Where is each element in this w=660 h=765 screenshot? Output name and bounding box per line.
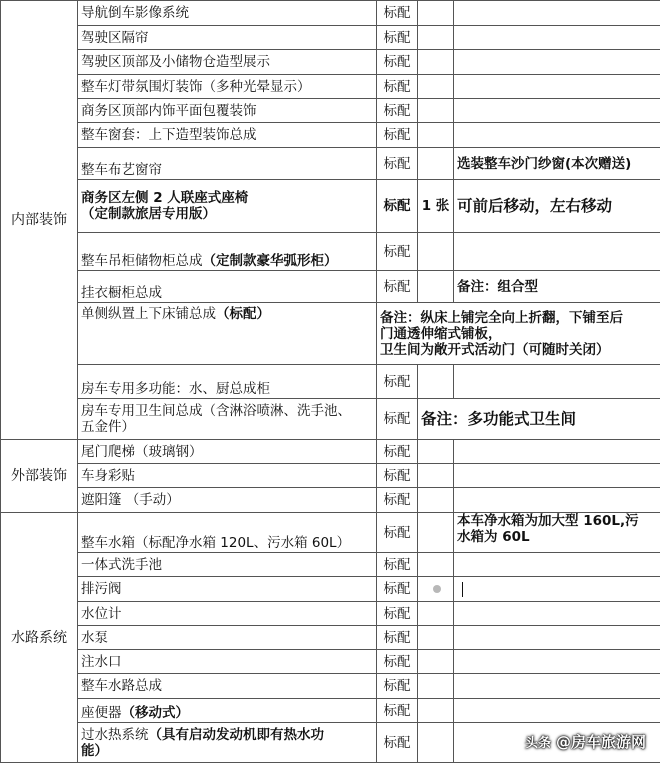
qty-cell — [418, 440, 454, 464]
table-row — [1, 626, 660, 650]
item-cell: 水泵 — [78, 626, 377, 650]
item-cell: 一体式洗手池 — [78, 553, 377, 577]
standard-cell: 标配 — [377, 440, 418, 464]
table-row — [1, 75, 660, 99]
qty-cell — [418, 699, 454, 723]
note-cell: 备注：多功能式卫生间 — [418, 399, 660, 440]
qty-cell — [418, 148, 454, 180]
standard-cell: 标配 — [377, 553, 418, 577]
watermark-handle: @房车旅游网 — [555, 733, 646, 751]
item-cell: 尾门爬梯（玻璃钢） — [78, 440, 377, 464]
item-cell: 商务区顶部内饰平面包覆装饰 — [78, 99, 377, 123]
item-cell: 注水口 — [78, 650, 377, 674]
table-row — [1, 99, 660, 123]
table-row — [1, 674, 660, 699]
note-cell — [454, 123, 660, 148]
standard-cell: 标配 — [377, 99, 418, 123]
item-cell: 座便器（移动式） — [78, 699, 377, 723]
table-row — [1, 123, 660, 148]
item-cell: 驾驶区隔帘 — [78, 26, 377, 50]
note-cell — [454, 50, 660, 75]
table-row — [1, 1, 660, 26]
watermark — [522, 731, 646, 752]
item-cell: 驾驶区顶部及小储物仓造型展示 — [78, 50, 377, 75]
qty-cell — [418, 513, 454, 553]
standard-cell: 标配 — [377, 699, 418, 723]
table-row — [1, 399, 660, 440]
item-cell: 房车专用卫生间总成（含淋浴喷淋、洗手池、 五金件） — [78, 399, 377, 440]
item-cell: 排污阀 — [78, 577, 377, 602]
qty-cell — [418, 723, 454, 763]
qty-cell: 1 张 — [418, 180, 454, 233]
note-cell — [454, 440, 660, 464]
table-row — [1, 365, 660, 399]
standard-cell: 标配 — [377, 464, 418, 488]
item-cell: 水位计 — [78, 602, 377, 626]
note-cell: 备注：纵床上铺完全向上折翻，下铺至后 门通透伸缩式铺板， 卫生间为敞开式活动门（可随时关闭） — [377, 303, 660, 365]
note-cell — [454, 233, 660, 271]
table-row — [1, 513, 660, 553]
item-cell: 房车专用多功能：水、厨总成柜 — [78, 365, 377, 399]
qty-cell — [418, 233, 454, 271]
standard-cell: 标配 — [377, 674, 418, 699]
standard-cell: 标配 — [377, 123, 418, 148]
note-cell: 可前后移动，左右移动 — [454, 180, 660, 233]
note-cell — [454, 577, 660, 602]
watermark-logo: 头条 — [522, 731, 554, 752]
table-row — [1, 303, 660, 365]
qty-cell — [418, 50, 454, 75]
table-row — [1, 26, 660, 50]
item-cell: 整车水路总成 — [78, 674, 377, 699]
table-row — [1, 577, 660, 602]
note-cell — [454, 699, 660, 723]
qty-cell — [418, 650, 454, 674]
standard-cell: 标配 — [377, 271, 418, 303]
qty-cell — [418, 626, 454, 650]
standard-cell: 标配 — [377, 626, 418, 650]
category-interior: 内部装饰 — [1, 1, 78, 440]
cursor-dot-icon — [433, 585, 441, 593]
category-water: 水路系统 — [1, 513, 78, 763]
note-cell — [454, 99, 660, 123]
note-cell — [454, 75, 660, 99]
standard-cell: 标配 — [377, 723, 418, 763]
qty-cell — [418, 365, 454, 399]
qty-cell — [418, 577, 454, 602]
standard-cell: 标配 — [377, 180, 418, 233]
note-cell — [454, 602, 660, 626]
table-row — [1, 148, 660, 180]
table-row — [1, 440, 660, 464]
item-cell: 挂衣橱柜总成 — [78, 271, 377, 303]
table-row — [1, 553, 660, 577]
standard-cell: 标配 — [377, 602, 418, 626]
note-cell — [454, 365, 660, 399]
item-cell: 整车灯带氛围灯装饰（多种光晕显示） — [78, 75, 377, 99]
standard-cell: 标配 — [377, 650, 418, 674]
qty-cell — [418, 26, 454, 50]
item-cell: 单侧纵置上下床铺总成（标配） — [78, 303, 377, 365]
qty-cell — [418, 553, 454, 577]
standard-cell: 标配 — [377, 488, 418, 513]
note-cell — [454, 464, 660, 488]
standard-cell: 标配 — [377, 50, 418, 75]
table-row — [1, 488, 660, 513]
note-cell: 选装整车沙门纱窗(本次赠送) — [454, 148, 660, 180]
item-cell: 商务区左侧 2 人联座式座椅 （定制款旅居专用版） — [78, 180, 377, 233]
qty-cell — [418, 75, 454, 99]
table-row — [1, 180, 660, 233]
note-cell: 本车净水箱为加大型 160L,污 水箱为 60L — [454, 513, 660, 553]
table-row — [1, 699, 660, 723]
note-cell — [454, 674, 660, 699]
standard-cell: 标配 — [377, 513, 418, 553]
item-cell: 车身彩贴 — [78, 464, 377, 488]
standard-cell: 标配 — [377, 365, 418, 399]
note-cell: 备注：组合型 — [454, 271, 660, 303]
qty-cell — [418, 488, 454, 513]
note-cell — [454, 626, 660, 650]
table-row — [1, 233, 660, 271]
note-cell — [454, 650, 660, 674]
standard-cell: 标配 — [377, 1, 418, 26]
qty-cell — [418, 99, 454, 123]
table-row — [1, 650, 660, 674]
qty-cell — [418, 464, 454, 488]
note-cell — [454, 1, 660, 26]
qty-cell — [418, 271, 454, 303]
table-row — [1, 271, 660, 303]
category-exterior: 外部装饰 — [1, 440, 78, 513]
item-cell: 导航倒车影像系统 — [78, 1, 377, 26]
standard-cell: 标配 — [377, 75, 418, 99]
item-cell: 整车吊柜储物柜总成（定制款豪华弧形柜） — [78, 233, 377, 271]
item-cell: 整车窗套：上下造型装饰总成 — [78, 123, 377, 148]
table-row — [1, 50, 660, 75]
table-row — [1, 602, 660, 626]
item-cell: 整车水箱（标配净水箱 120L、污水箱 60L） — [78, 513, 377, 553]
note-cell — [454, 553, 660, 577]
qty-cell — [418, 123, 454, 148]
standard-cell: 标配 — [377, 233, 418, 271]
item-cell: 过水热系统（具有启动发动机即有热水功 能） — [78, 723, 377, 763]
standard-cell: 标配 — [377, 26, 418, 50]
note-cell — [454, 26, 660, 50]
qty-cell — [418, 602, 454, 626]
standard-cell: 标配 — [377, 577, 418, 602]
table-row — [1, 464, 660, 488]
item-cell: 遮阳篷 （手动） — [78, 488, 377, 513]
qty-cell — [418, 674, 454, 699]
standard-cell: 标配 — [377, 148, 418, 180]
item-cell: 整车布艺窗帘 — [78, 148, 377, 180]
qty-cell — [418, 1, 454, 26]
text-cursor-icon — [462, 582, 463, 597]
standard-cell: 标配 — [377, 399, 418, 440]
note-cell — [454, 488, 660, 513]
